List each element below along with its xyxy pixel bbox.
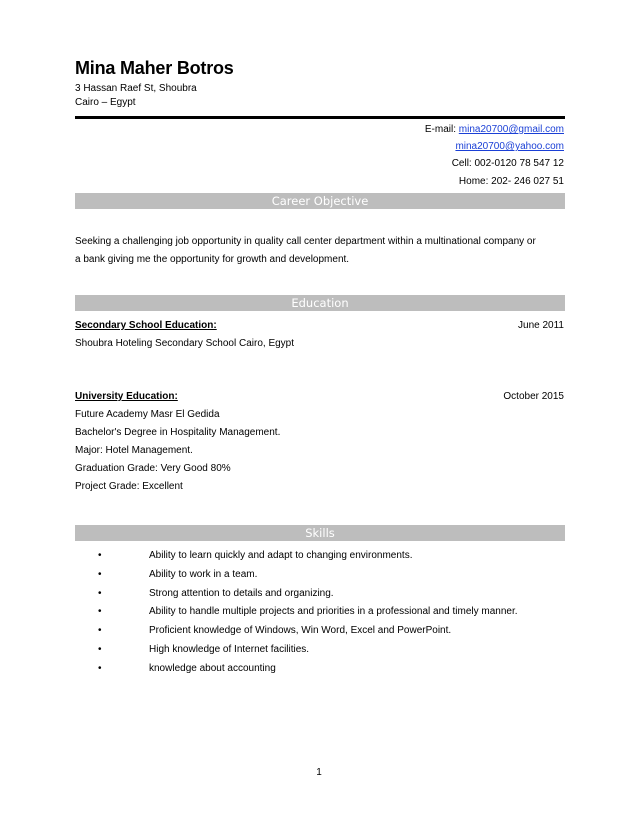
email-label: E-mail: — [424, 124, 457, 135]
email-row-2 — [455, 141, 564, 152]
secondary-education-date: June 2011 — [518, 320, 564, 331]
applicant-name: Mina Maher Botros — [75, 58, 234, 78]
bullet-icon: • — [98, 569, 102, 580]
university-detail: Graduation Grade: Very Good 80% — [75, 463, 231, 474]
section-career-objective: Career Objective — [75, 193, 565, 209]
skill-item: Strong attention to details and organizing. — [149, 588, 334, 599]
address-line-1: 3 Hassan Raef St, Shoubra — [75, 83, 197, 94]
bullet-icon: • — [98, 625, 102, 636]
cell-phone: Cell: 002-0120 78 547 12 — [451, 158, 564, 169]
header-divider — [75, 116, 565, 119]
skill-item: knowledge about accounting — [149, 663, 276, 674]
email-link-yahoo[interactable]: mina20700@yahoo.com — [455, 141, 564, 152]
section-education: Education — [75, 295, 565, 311]
email-row — [425, 124, 564, 135]
secondary-education-heading: Secondary School Education: — [75, 320, 217, 331]
skill-item: Ability to learn quickly and adapt to changing environments. — [149, 550, 413, 561]
university-detail: Bachelor's Degree in Hospitality Management. — [75, 427, 281, 438]
career-objective-line-1: Seeking a challenging job opportunity in quality call center department within a multinational company or — [75, 236, 536, 247]
skill-item: Ability to handle multiple projects and priorities in a professional and timely manner. — [149, 606, 518, 617]
skill-item: High knowledge of Internet facilities. — [149, 644, 310, 655]
email-link-gmail[interactable]: mina20700@gmail.com — [458, 124, 564, 135]
university-detail: Major: Hotel Management. — [75, 445, 193, 456]
bullet-icon: • — [98, 663, 102, 674]
section-skills: Skills — [75, 525, 565, 541]
bullet-icon: • — [98, 606, 102, 617]
home-phone: Home: 202- 246 027 51 — [458, 176, 564, 187]
university-education-heading: University Education: — [75, 391, 178, 402]
bullet-icon: • — [98, 644, 102, 655]
skill-item: Ability to work in a team. — [149, 569, 258, 580]
university-education-date: October 2015 — [503, 391, 564, 402]
page-number: 1 — [316, 767, 322, 778]
address-line-2: Cairo – Egypt — [75, 97, 136, 108]
career-objective-line-2: a bank giving me the opportunity for growth and development. — [75, 254, 350, 265]
bullet-icon: • — [98, 550, 102, 561]
university-detail: Project Grade: Excellent — [75, 481, 183, 492]
secondary-school-name: Shoubra Hoteling Secondary School Cairo, Egypt — [75, 338, 295, 349]
university-detail: Future Academy Masr El Gedida — [75, 409, 220, 420]
skill-item: Proficient knowledge of Windows, Win Word, Excel and PowerPoint. — [149, 625, 452, 636]
bullet-icon: • — [98, 588, 102, 599]
